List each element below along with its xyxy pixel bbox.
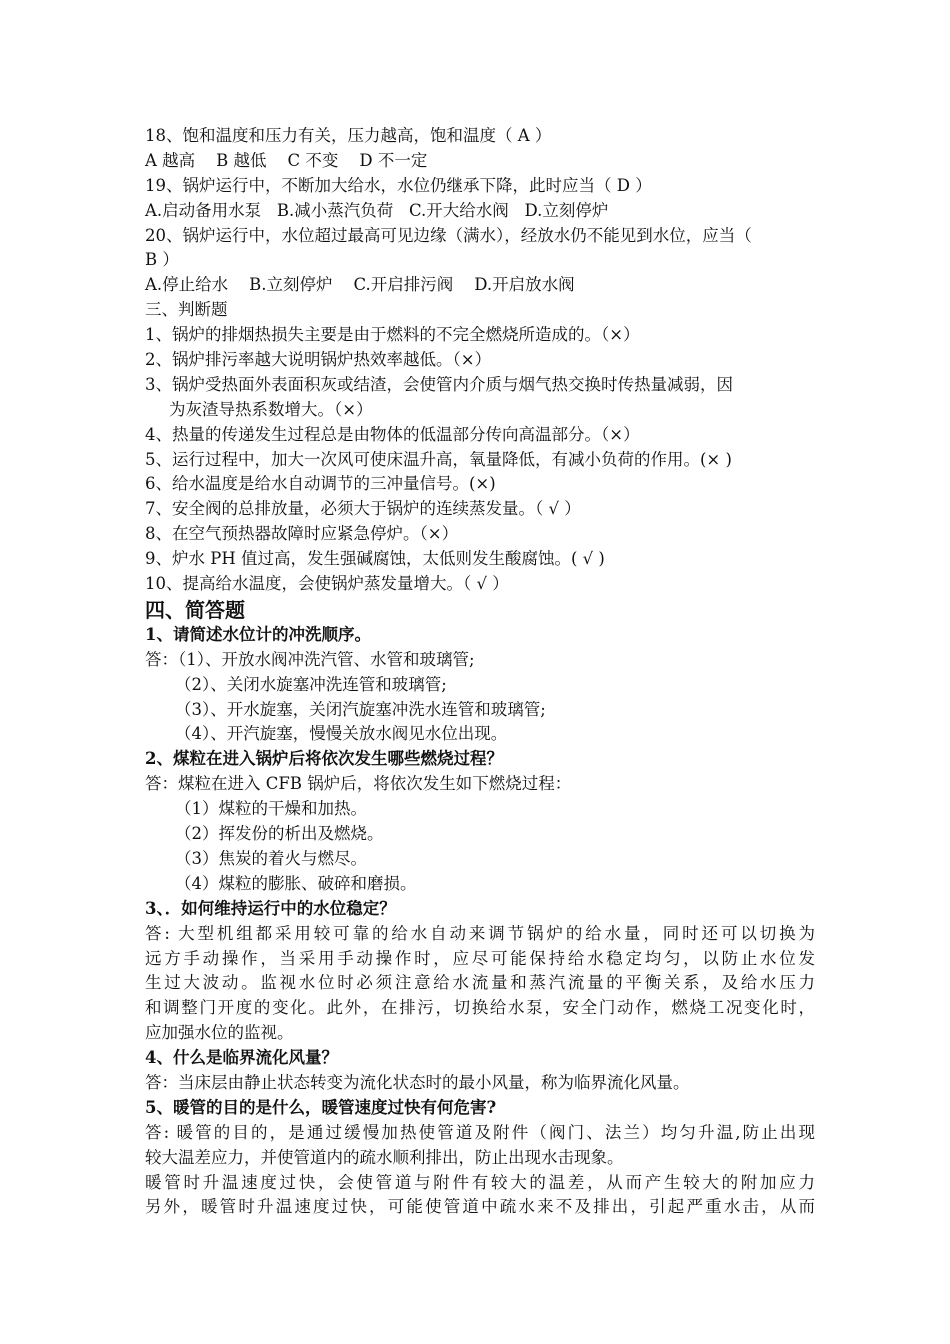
judge-item: 2、锅炉排污率越大说明锅炉热效率越低。（×） [145,350,492,370]
section-heading-short-answer: 四、简答题 [145,597,245,622]
question-18-options: A 越高 B 越低 C 不变 D 不一定 [145,150,428,170]
judge-item: 7、安全阀的总排放量，必须大于锅炉的连续蒸发量。（ √ ） [145,499,581,519]
short-answer-line: 生过大波动。监视水位时必须注意给水流量和蒸汽流量的平衡关系，及给水压力 [145,973,815,993]
short-answer-line: （1）煤粒的干燥和加热。 [175,799,367,819]
short-answer-line: （3）、开水旋塞，关闭汽旋塞冲洗水连管和玻璃管; [175,699,546,719]
short-answer-line: 答：煤粒在进入 CFB 锅炉后，将依次发生如下燃烧过程： [145,774,572,794]
short-question-5-title: 5、暖管的目的是什么，暖管速度过快有何危害? [145,1097,497,1117]
judge-item: 1、锅炉的排烟热损失主要是由于燃料的不完全燃烧所造成的。（×） [145,325,640,345]
judge-item-continued: 为灰渣导热系数增大。（×） [169,399,373,419]
judge-item: 5、运行过程中，加大一次风可使床温升高，氧量降低，有减小负荷的作用。(× ) [145,449,732,469]
short-answer-line: 暖管时升温速度过快，会使管道与附件有较大的温差，从而产生较大的附加应力 [145,1172,815,1192]
judge-item: 8、在空气预热器故障时应紧急停炉。（×） [145,524,459,544]
judge-item: 4、热量的传递发生过程总是由物体的低温部分传向高温部分。（×） [145,424,640,444]
short-answer-line: （2）挥发份的析出及燃烧。 [175,824,384,844]
short-answer-line: 答：当床层由静止状态转变为流化状态时的最小风量，称为临界流化风量。 [145,1072,690,1092]
question-20: 20、锅炉运行中，水位超过最高可见边缘（满水），经放水仍不能见到水位，应当（ [145,225,752,245]
short-answer-line: 和调整门开度的变化。此外，在排污，切换给水泵，安全门动作，燃烧工况变化时， [145,998,815,1018]
short-answer-line: （2）、关闭水旋塞冲洗连管和玻璃管; [175,674,447,694]
short-answer-line: 答：（1）、开放水阀冲洗汽管、水管和玻璃管; [145,649,475,669]
judge-item: 9、炉水 PH 值过高，发生强碱腐蚀，太低则发生酸腐蚀。( √ ) [145,549,605,569]
short-question-1-title: 1、请简述水位计的冲洗顺序。 [145,624,371,644]
short-answer-line: 应加强水位的监视。 [145,1023,294,1043]
short-question-4-title: 4、什么是临界流化风量？ [145,1048,338,1068]
document-body [145,124,815,1220]
judge-item: 10、提高给水温度，会使锅炉蒸发量增大。（ √ ） [145,574,509,594]
short-answer-line: 远方手动操作，当采用手动操作时，应尽可能保持给水稳定均匀，以防止水位发 [145,948,815,968]
short-answer-line: 答: 大型机组都采用较可靠的给水自动来调节锅炉的给水量，同时还可以切换为 [145,923,815,943]
short-question-3-title: 3、．如何维持运行中的水位稳定？ [145,898,396,918]
question-18: 18、饱和温度和压力有关，压力越高，饱和温度（ A ） [145,126,552,145]
judge-item: 3、锅炉受热面外表面积灰或结渣，会使管内介质与烟气热交换时传热量减弱，因 [145,374,733,394]
short-answer-line: 另外，暖管时升温速度过快，可能使管道中疏水来不及排出，引起严重水击，从而 [145,1197,815,1217]
question-19-options: A.启动备用水泵 B.减小蒸汽负荷 C.开大给水阀 D.立刻停炉 [145,200,609,220]
question-20-answer: B ） [145,250,179,270]
question-20-options: A.停止给水 B.立刻停炉 C.开启排污阀 D.开启放水阀 [145,275,575,295]
short-answer-line: （4）、开汽旋塞，慢慢关放水阀见水位出现。 [175,724,508,744]
short-answer-line: 答: 暖管的目的，是通过缓慢加热使管道及附件（阀门、法兰）均匀升温,防止出现 [145,1122,815,1142]
short-answer-line: （4）煤粒的膨胀、破碎和磨损。 [175,873,417,893]
section-heading-judge: 三、判断题 [145,300,228,320]
question-19: 19、锅炉运行中，不断加大给水，水位仍继承下降，此时应当（ D ） [145,175,652,195]
short-answer-line: 较大温差应力，并使管道内的疏水顺利排出，防止出现水击现象。 [145,1147,624,1167]
judge-item: 6、给水温度是给水自动调节的三冲量信号。(×) [145,474,496,494]
short-question-2-title: 2、煤粒在进入锅炉后将依次发生哪些燃烧过程？ [145,749,503,769]
short-answer-line: （3）焦炭的着火与燃尽。 [175,848,367,868]
